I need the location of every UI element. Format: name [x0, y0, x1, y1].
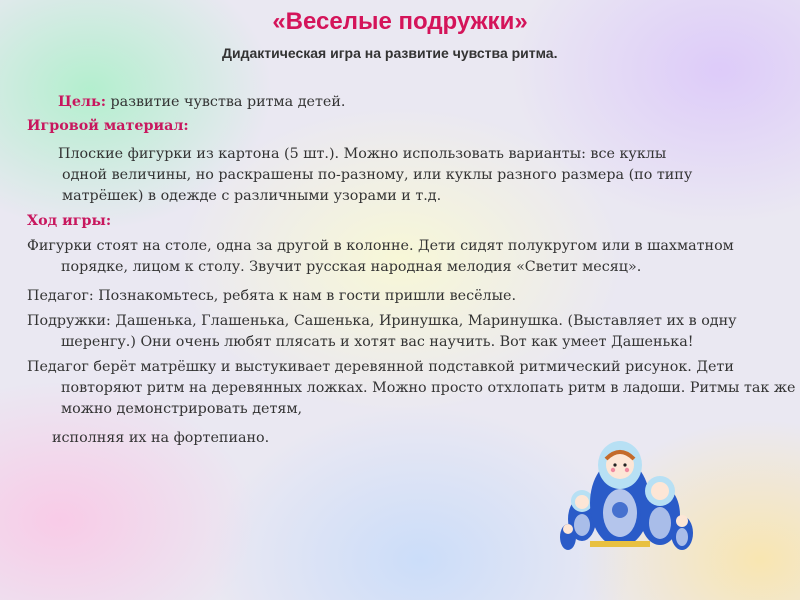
course-paragraph-4: Педагог берёт матрёшку и выстукивает деревянной подставкой ритмический рисунок. Дети повторяют ритм на деревянных ложках. Можно просто отхлопать ритм в ладоши. Ритмы так же можно демонстрировать детям,	[27, 359, 796, 417]
matryoshka-dolls-image	[560, 425, 700, 555]
course-paragraph-3: Подружки: Дашенька, Глашенька, Сашенька, Иринушка, Маринушка. (Выставляет их в одну шеренгу.) Они очень любят плясать и хотят вас научить. Вот как умеет Дашенька!	[27, 313, 737, 350]
goal-text: развитие чувства ритма детей.	[105, 94, 346, 110]
slide-title: «Веселые подружки»	[272, 8, 528, 35]
course-heading: Ход игры:	[27, 213, 112, 229]
doll-tiny-left	[560, 524, 576, 550]
goal-line	[58, 92, 345, 113]
material-text	[58, 144, 708, 207]
doll-large-center	[590, 441, 650, 547]
course-paragraph-5: исполняя их на фортепиано.	[52, 430, 270, 446]
slide-subtitle: Дидактическая игра на развитие чувства ритма.	[222, 45, 558, 61]
material-paragraph: Плоские фигурки из картона (5 шт.). Можно использовать варианты: все куклы одной величины, но раскрашены по-разному, или куклы разного размера (по типу матрёшек) в одежде с различными узорами и т.д.	[58, 146, 693, 204]
course-paragraph-2: Педагог: Познакомьтесь, ребята к нам в гости пришли весёлые.	[27, 288, 517, 304]
material-heading: Игровой материал:	[27, 118, 189, 134]
course-paragraph-1: Фигурки стоят на столе, одна за другой в колонне. Дети сидят полукругом или в шахматном порядке, лицом к столу. Звучит русская народная мелодия «Светит месяц».	[27, 238, 734, 275]
goal-label: Цель:	[58, 94, 106, 110]
